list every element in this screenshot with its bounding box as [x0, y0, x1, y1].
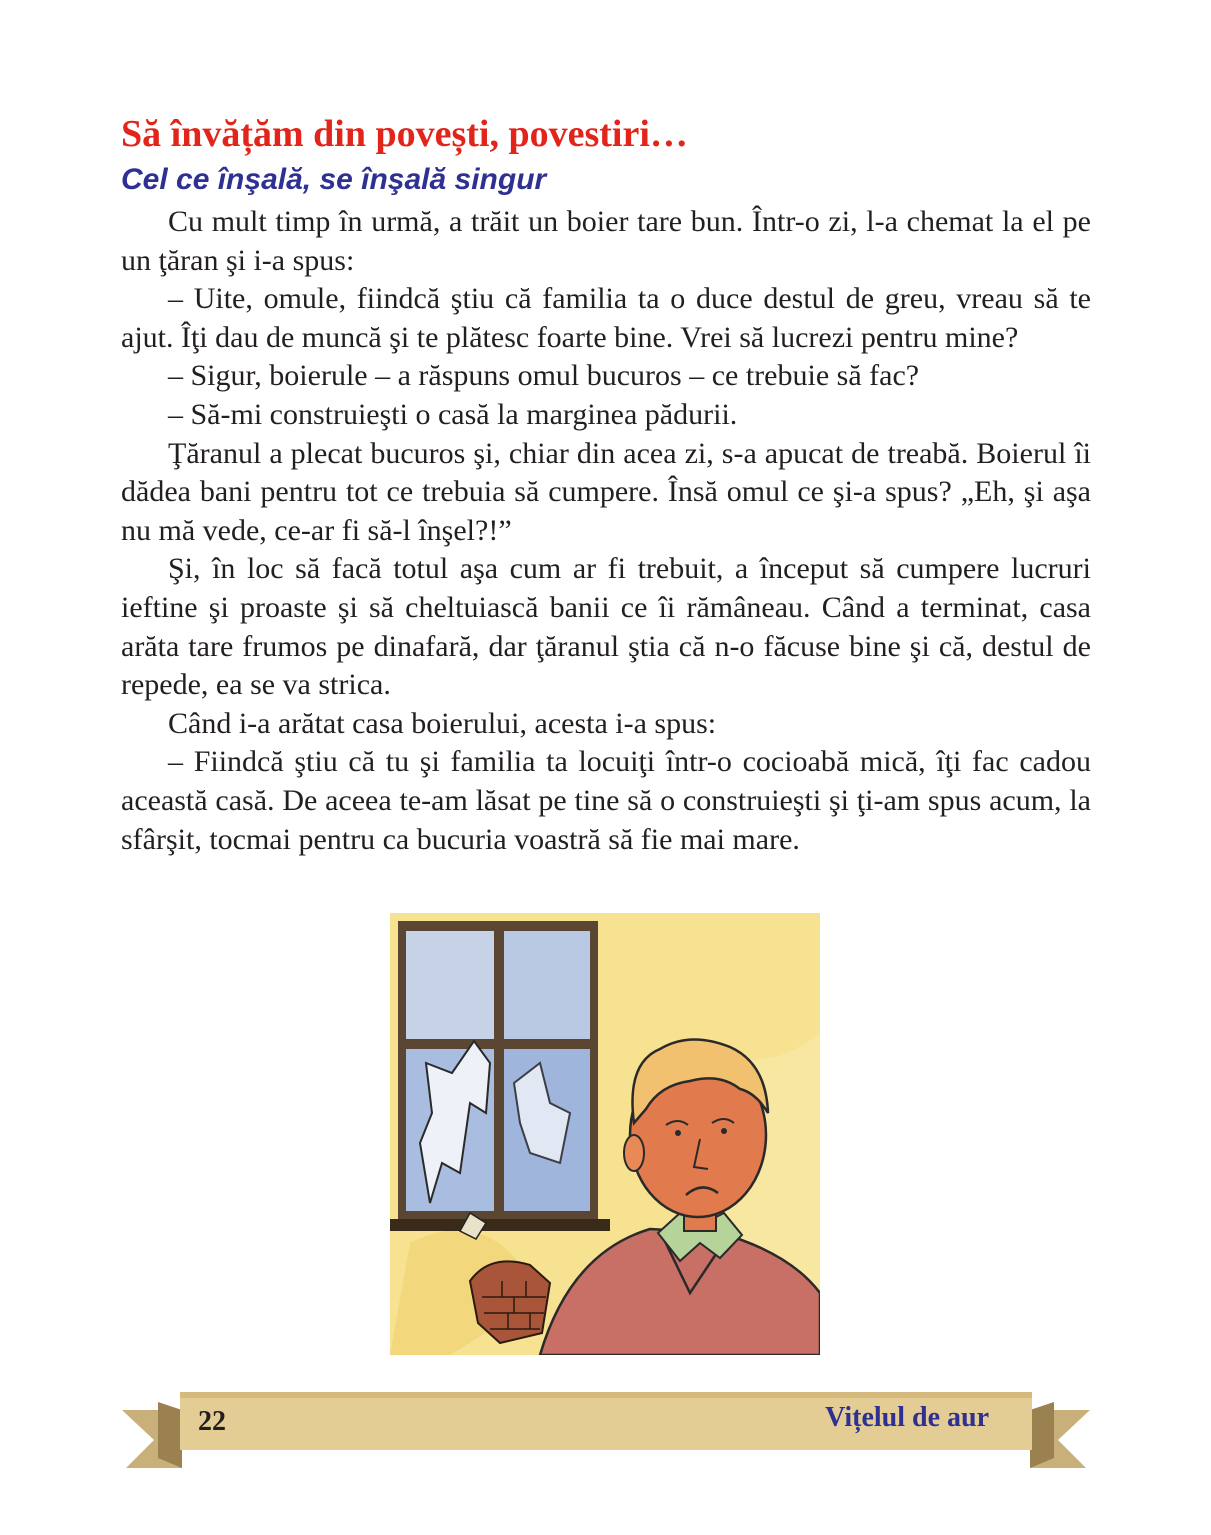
paragraph: – Fiindcă ştiu că tu şi familia ta locuiţi într-o cocioabă mică, îţi fac cadou această casă. De aceea te-am lăsat pe tine să o construieşti şi ţi-am spus acum, la sfârşit, tocmai pentru ca bucuria voastră să fie mai mare.	[121, 745, 1091, 856]
section-title: Să învățăm din povești, povestiri…	[121, 113, 688, 155]
book-title: Vițelul de aur	[825, 1402, 989, 1433]
paragraph: – Să-mi construieşti o casă la marginea pădurii.	[168, 397, 738, 431]
paragraph: – Sigur, boierule – a răspuns omul bucuros – ce trebuie să fac?	[168, 359, 920, 393]
paragraph: Cu mult timp în urmă, a trăit un boier tare bun. Într-o zi, l-a chemat la el pe un ţăran şi i-a spus:	[121, 205, 1091, 277]
paragraph: – Uite, omule, fiindcă ştiu că familia ta o duce destul de greu, vreau să te ajut. Îţi dau de muncă şi te plătesc foarte bine. Vrei să lucrezi pentru mine?	[121, 282, 1091, 354]
paragraph: Ţăranul a plecat bucuros şi, chiar din acea zi, s-a apucat de treabă. Boierul îi dădea bani pentru tot ce trebuia să cumpere. Însă omul ce şi-a spus? „Eh, şi aşa nu mă vede, ce-ar fi să-l înşel?!”	[121, 436, 1091, 547]
paragraph: Şi, în loc să facă totul aşa cum ar fi trebuit, a început să cumpere lucruri ieftine şi proaste şi să cheltuiască banii ce îi rămâneau. Când a terminat, casa arăta tare frumos pe dinafară, dar ţăranul ştia că n-o făcuse bine şi că, destul de repede, ea se va strica.	[121, 552, 1091, 702]
story-illustration	[390, 913, 820, 1355]
page-number: 22	[198, 1406, 226, 1437]
story-text	[121, 203, 1091, 859]
story-title: Cel ce înşală, se înşală singur	[121, 163, 547, 196]
paragraph: Când i-a arătat casa boierului, acesta i-a spus:	[168, 706, 717, 740]
